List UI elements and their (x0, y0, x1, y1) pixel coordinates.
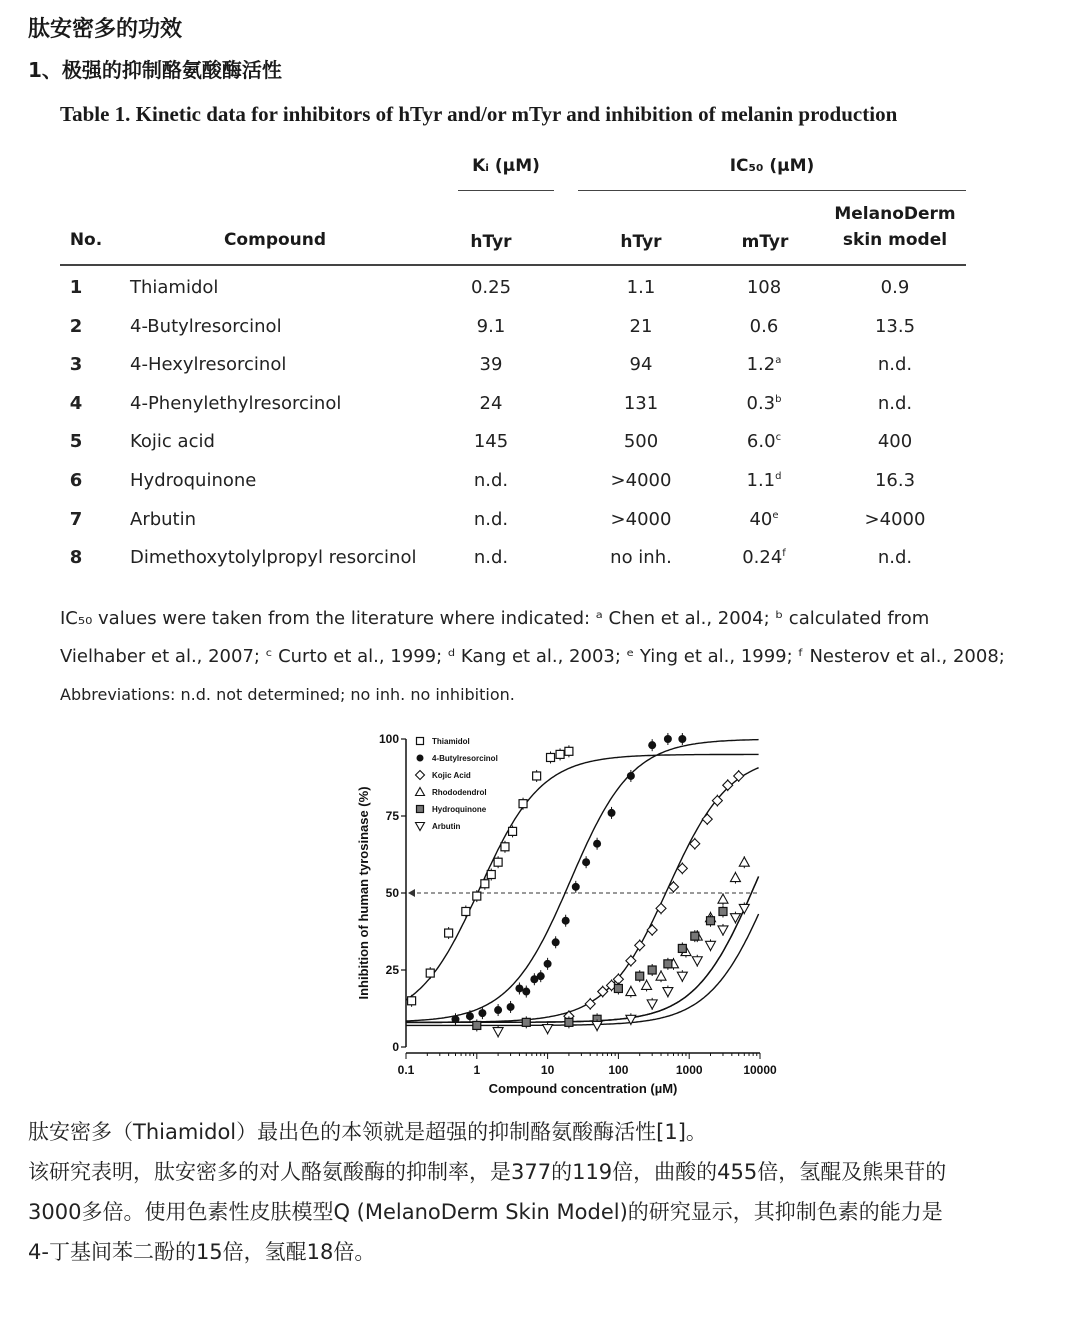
data-point-kojic-acid (647, 925, 657, 935)
data-point-4-butylresorcinol (537, 972, 545, 980)
cell-no-text: 7 (69, 508, 83, 530)
cell-melanoderm (850, 393, 940, 414)
y-tick-label: 100 (378, 732, 399, 746)
x-tick-label: 10 (540, 1063, 555, 1077)
cell-melanoderm-text: n.d. (877, 547, 913, 569)
cell-melanoderm-text: 400 (877, 431, 913, 453)
data-point-thiamidol (462, 907, 470, 915)
data-point-4-butylresorcinol (544, 960, 552, 968)
legend-label: 4-Butylresorcinol (432, 754, 498, 763)
data-point-4-butylresorcinol (494, 1006, 502, 1014)
cell-no (60, 316, 92, 337)
cell-ki-htyr (458, 316, 524, 337)
cell-compound-text: Thiamidol (130, 277, 219, 298)
data-point-kojic-acid (635, 940, 645, 950)
data-point-thiamidol (547, 753, 555, 761)
y-tick-label: 50 (385, 886, 399, 900)
legend-label: Rhododendrol (432, 788, 487, 797)
paragraph-line-1: 肽安密多（Thiamidol）最出色的本领就是超强的抑制酪氨酸酶活性[1]。 (28, 1120, 707, 1144)
cell-no (60, 393, 92, 414)
cell-no (60, 431, 92, 452)
col-header-melanoderm-2: skin model (842, 230, 948, 250)
cell-ic-htyr-text: 131 (623, 392, 659, 414)
legend-label: Thiamidol (432, 737, 470, 746)
legend-marker (416, 823, 425, 831)
data-point-4-butylresorcinol (522, 988, 530, 996)
cell-melanoderm-text: 0.9 (880, 277, 910, 298)
data-point-hydroquinone (636, 972, 644, 980)
footnote-marker: d (775, 471, 782, 482)
cell-melanoderm-text: 16.3 (874, 470, 916, 491)
col-header-ic-htyr: hTyr (620, 232, 662, 252)
data-point-4-butylresorcinol (572, 883, 580, 891)
cell-ic-htyr-text: no inh. (610, 547, 672, 569)
cell-ic-mtyr-text: 108 (746, 277, 782, 298)
footnote-marker: e (772, 509, 779, 521)
cell-no-text: 6 (69, 470, 83, 491)
data-point-rhododendrol (718, 894, 728, 903)
cell-no-text: 2 (69, 315, 83, 337)
table-header-rule (60, 264, 966, 266)
abbreviations-note: Abbreviations: n.d. not determined; no inh. no inhibition. (60, 685, 515, 704)
cell-no (60, 354, 92, 375)
inhibition-chart (350, 725, 790, 1110)
cell-ic-htyr (596, 354, 686, 375)
table-caption: Table 1. Kinetic data for inhibitors of hTyr and/or mTyr and inhibition of melanin production (60, 102, 898, 126)
data-point-thiamidol (565, 747, 573, 755)
data-point-arbutin (493, 1028, 503, 1037)
cell-ic-mtyr-text: 40 (749, 508, 773, 530)
cell-ic-mtyr (724, 431, 804, 452)
data-point-hydroquinone (565, 1018, 573, 1026)
cell-compound-text: 4-Butylresorcinol (130, 315, 282, 337)
data-point-rhododendrol (730, 873, 740, 882)
col-header-ki-htyr: hTyr (470, 232, 512, 252)
cell-ic-htyr (596, 393, 686, 414)
paragraph-line-4: 4-丁基间苯二酚的15倍，氢醌18倍。 (28, 1240, 376, 1264)
data-point-hydroquinone (691, 932, 699, 940)
data-point-4-butylresorcinol (466, 1012, 474, 1020)
data-point-4-butylresorcinol (507, 1003, 515, 1011)
data-point-kojic-acid (626, 956, 636, 966)
data-point-hydroquinone (614, 984, 622, 992)
cell-ki-htyr (458, 431, 524, 452)
cell-melanoderm (850, 277, 940, 298)
data-point-4-butylresorcinol (627, 772, 635, 780)
group-rule-ic50 (578, 190, 966, 191)
cell-ic-mtyr (724, 354, 804, 375)
cell-ki-htyr (458, 509, 524, 530)
cell-compound-text: Hydroquinone (130, 470, 257, 491)
data-point-4-butylresorcinol (552, 938, 560, 946)
legend-label: Kojic Acid (432, 771, 471, 780)
data-point-4-butylresorcinol (664, 735, 672, 743)
x-tick-label: 1000 (675, 1063, 703, 1077)
cell-melanoderm (850, 354, 940, 375)
data-point-arbutin (543, 1025, 553, 1034)
cell-ic-mtyr (724, 393, 804, 414)
cell-ki-htyr-text: n.d. (473, 547, 509, 569)
cell-compound-text: Kojic acid (130, 431, 215, 453)
fit-curve-hydroquinone (406, 877, 759, 1023)
y-axis-label: Inhibition of human tyrosinase (%) (356, 786, 371, 1000)
y-tick-label: 0 (392, 1040, 399, 1054)
cell-ki-htyr-text: 24 (479, 392, 503, 414)
page-title: 肽安密多的功效 (28, 17, 183, 42)
cell-ic-htyr-text: 500 (623, 431, 659, 453)
x-tick-label: 100 (608, 1063, 629, 1077)
cell-compound (130, 354, 450, 375)
cell-compound (130, 509, 450, 530)
data-point-thiamidol (408, 997, 416, 1005)
data-point-thiamidol (445, 929, 453, 937)
cell-ki-htyr (458, 470, 524, 491)
cell-ki-htyr (458, 277, 524, 298)
cell-ic-htyr-text: >4000 (610, 508, 672, 530)
cell-compound (130, 431, 450, 452)
data-point-thiamidol (533, 772, 541, 780)
col-header-ic-mtyr: mTyr (741, 232, 789, 252)
cell-ic-htyr (596, 431, 686, 452)
data-point-rhododendrol (642, 980, 652, 989)
data-point-thiamidol (556, 750, 564, 758)
data-point-4-butylresorcinol (678, 735, 686, 743)
legend-marker (417, 738, 424, 745)
data-point-hydroquinone (719, 907, 727, 915)
data-point-4-butylresorcinol (608, 809, 616, 817)
cell-ic-htyr (596, 316, 686, 337)
x-tick-label: 0.1 (397, 1063, 415, 1077)
cell-compound-text: 4-Phenylethylresorcinol (130, 392, 342, 414)
cell-ki-htyr-text: 39 (479, 354, 503, 376)
col-header-no: No. (69, 230, 103, 250)
cell-ic-htyr-text: 21 (629, 315, 653, 337)
col-header-compound: Compound (223, 230, 327, 250)
data-point-thiamidol (473, 892, 481, 900)
data-point-thiamidol (519, 800, 527, 808)
cell-melanoderm-text: n.d. (877, 392, 913, 414)
cell-ic-mtyr-text: 0.24 (742, 547, 783, 569)
footnote-marker: b (775, 393, 782, 405)
data-point-arbutin (739, 904, 749, 913)
data-point-4-butylresorcinol (515, 984, 523, 992)
cell-ic-htyr-text: 94 (629, 354, 653, 376)
data-point-hydroquinone (648, 966, 656, 974)
group-rule-ki (458, 190, 554, 191)
x-tick-label: 10000 (743, 1063, 777, 1077)
cell-ki-htyr (458, 547, 524, 568)
cell-melanoderm (850, 470, 940, 491)
cell-ic-mtyr-text: 1.2 (746, 354, 776, 376)
legend-marker (417, 806, 424, 813)
data-point-arbutin (692, 957, 702, 966)
legend-marker (416, 788, 425, 796)
footnote-marker: f (782, 548, 786, 560)
data-point-kojic-acid (702, 814, 712, 824)
cell-no (60, 547, 92, 568)
legend-label: Arbutin (432, 822, 461, 831)
data-point-thiamidol (501, 843, 509, 851)
footnote-marker: a (775, 355, 782, 367)
data-point-hydroquinone (678, 944, 686, 952)
data-point-rhododendrol (739, 857, 749, 866)
cell-compound-text: Dimethoxytolylpropyl resorcinol (130, 547, 417, 569)
cell-no-text: 3 (69, 354, 83, 376)
fit-curve-4-butylresorcinol (406, 740, 759, 1021)
data-point-kojic-acid (723, 780, 733, 790)
cell-compound (130, 470, 450, 491)
cell-melanoderm-text: n.d. (877, 354, 913, 376)
data-point-hydroquinone (522, 1018, 530, 1026)
cell-ic-mtyr-text: 0.3 (746, 392, 776, 414)
cell-melanoderm (850, 316, 940, 337)
paragraph-line-2: 该研究表明，肽安密多的对人酪氨酸酶的抑制率，是377的119倍，曲酸的455倍，氢醌及熊果苷的 (28, 1160, 947, 1184)
data-point-thiamidol (426, 969, 434, 977)
data-point-thiamidol (481, 880, 489, 888)
footnote-marker: c (775, 432, 782, 444)
cell-no (60, 277, 92, 298)
data-point-hydroquinone (707, 917, 715, 925)
fit-curve-rhododendrol (406, 877, 759, 1023)
cell-compound (130, 547, 450, 568)
cell-ki-htyr-text: 145 (473, 431, 509, 453)
x-tick-label: 1 (473, 1063, 481, 1077)
cell-ki-htyr (458, 393, 524, 414)
cell-ic-mtyr (724, 470, 804, 491)
cell-ic-mtyr (724, 277, 804, 298)
cell-ic-mtyr (724, 547, 804, 568)
cell-ic-mtyr-text: 1.1 (746, 470, 776, 491)
data-point-arbutin (677, 972, 687, 981)
data-point-arbutin (647, 1000, 657, 1009)
data-point-rhododendrol (656, 971, 666, 980)
legend-label: Hydroquinone (432, 805, 487, 814)
cell-no-text: 5 (69, 431, 83, 453)
cell-ki-htyr-text: 9.1 (476, 315, 506, 337)
cell-melanoderm (850, 431, 940, 452)
cell-ic-htyr (596, 277, 686, 298)
cell-no-text: 4 (69, 392, 83, 414)
data-point-4-butylresorcinol (562, 917, 570, 925)
paragraph-line-3: 3000多倍。使用色素性皮肤模型Q (MelanoDerm Skin Model)的研究显示，其抑制色素的能力是 (28, 1200, 943, 1224)
data-point-kojic-acid (598, 987, 608, 997)
cell-no (60, 509, 92, 530)
cell-ic-mtyr (724, 509, 804, 530)
data-point-arbutin (718, 926, 728, 935)
cell-ic-htyr-text: >4000 (610, 470, 672, 491)
cell-ic-htyr (596, 509, 686, 530)
y-tick-label: 25 (385, 963, 399, 977)
data-point-hydroquinone (664, 960, 672, 968)
cell-ic-htyr-text: 1.1 (626, 277, 656, 298)
data-point-4-butylresorcinol (593, 840, 601, 848)
data-point-thiamidol (487, 871, 495, 879)
cell-ic-mtyr-text: 0.6 (749, 315, 779, 337)
col-header-melanoderm-1: MelanoDerm (834, 204, 956, 224)
cell-ki-htyr-text: 0.25 (470, 277, 512, 298)
cell-ic-mtyr-text: 6.0 (746, 431, 776, 453)
cell-compound-text: 4-Hexylresorcinol (130, 354, 287, 376)
cell-melanoderm-text: >4000 (864, 508, 926, 530)
group-header-ki: Kᵢ (µM) (472, 156, 540, 176)
legend-marker (417, 755, 424, 762)
cell-compound (130, 277, 450, 298)
legend-marker (416, 771, 425, 780)
data-point-4-butylresorcinol (582, 858, 590, 866)
footnote-line-1: IC₅₀ values were taken from the literature where indicated: ᵃ Chen et al., 2004; ᵇ calculated from (60, 608, 930, 629)
cell-compound-text: Arbutin (130, 508, 197, 530)
data-point-thiamidol (494, 858, 502, 866)
cell-compound (130, 393, 450, 414)
cell-melanoderm (850, 547, 940, 568)
cell-melanoderm (850, 509, 940, 530)
data-point-arbutin (706, 941, 716, 950)
cell-ki-htyr-text: n.d. (473, 470, 509, 491)
x-axis-label: Compound concentration (µM) (488, 1081, 678, 1096)
footnote-line-2: Vielhaber et al., 2007; ᶜ Curto et al., 1999; ᵈ Kang et al., 2003; ᵉ Ying et al., 1999; ᶠ Nesterov et al., 2008; (60, 646, 1005, 667)
cell-melanoderm-text: 13.5 (874, 315, 916, 337)
data-point-4-butylresorcinol (478, 1009, 486, 1017)
data-point-hydroquinone (473, 1021, 481, 1029)
cell-compound (130, 316, 450, 337)
data-point-4-butylresorcinol (451, 1015, 459, 1023)
data-point-arbutin (663, 988, 673, 997)
y-tick-label: 75 (385, 809, 399, 823)
cell-ki-htyr (458, 354, 524, 375)
data-point-rhododendrol (626, 987, 636, 996)
data-point-4-butylresorcinol (648, 741, 656, 749)
section-heading: 1、极强的抑制酪氨酸酶活性 (28, 58, 282, 82)
cell-ki-htyr-text: n.d. (473, 508, 509, 530)
data-point-arbutin (592, 1021, 602, 1030)
reference-arrow (408, 889, 415, 897)
cell-no (60, 470, 92, 491)
cell-no-text: 1 (69, 277, 83, 298)
group-header-ic50: IC₅₀ (µM) (729, 156, 815, 176)
data-point-thiamidol (509, 827, 517, 835)
cell-ic-htyr (596, 470, 686, 491)
cell-ic-htyr (596, 547, 686, 568)
cell-ic-mtyr (724, 316, 804, 337)
data-point-kojic-acid (734, 771, 744, 781)
cell-no-text: 8 (69, 547, 83, 569)
